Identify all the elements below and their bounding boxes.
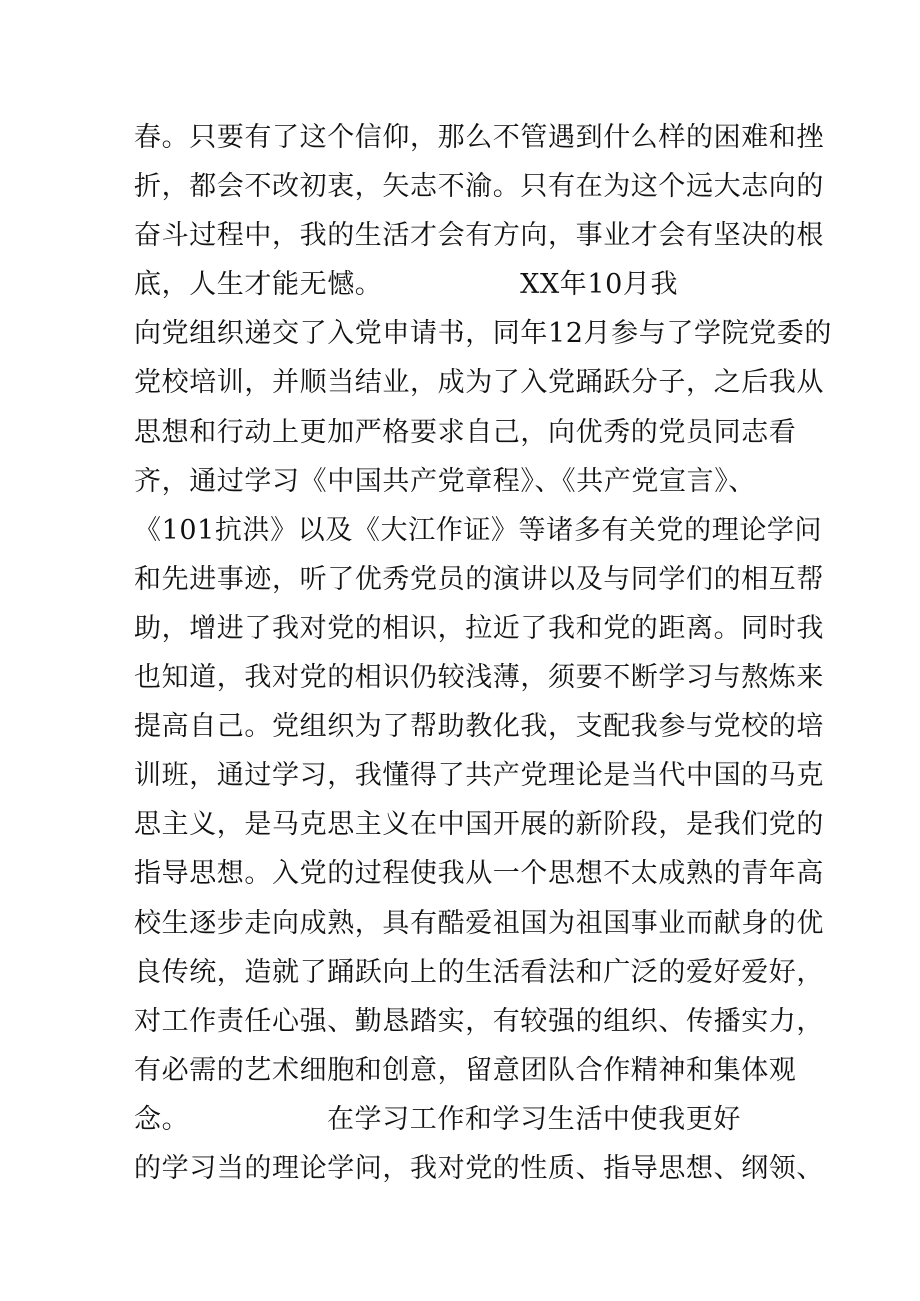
body-text <box>134 113 832 1193</box>
text-line: 也知道，我对党的相识仍较浅薄，须要不断学习与熬炼来 <box>134 662 824 694</box>
text-line: 念。 在学习工作和学习生活中使我更好 <box>134 1103 741 1135</box>
text-line: 有必需的艺术细胞和创意，留意团队合作精神和集体观 <box>134 1054 797 1086</box>
text-line: 奋斗过程中，我的生活才会有方向，事业才会有坚决的根 <box>134 220 824 252</box>
text-line: 和先进事迹，听了优秀党员的演讲以及与同学们的相互帮 <box>134 563 824 595</box>
text-line: 对工作责任心强、勤恳踏实，有较强的组织、传播实力， <box>134 1005 824 1037</box>
text-line: 底，人生才能无憾。 XX年10月我 <box>134 269 679 301</box>
text-line: 思主义，是马克思主义在中国开展的新阶段，是我们党的 <box>134 809 824 841</box>
text-line: 齐，通过学习《中国共产党章程》、《共产党宣言》、 <box>134 465 756 497</box>
text-line: 思想和行动上更加严格要求自己，向优秀的党员同志看 <box>134 416 797 448</box>
text-line: 校生逐步走向成熟，具有酷爱祖国为祖国事业而献身的优 <box>134 907 824 939</box>
text-line: 折，都会不改初衷，矢志不渝。只有在为这个远大志向的 <box>134 171 824 203</box>
text-line: 党校培训，并顺当结业，成为了入党踊跃分子，之后我从 <box>134 367 824 399</box>
text-line: 良传统，造就了踊跃向上的生活看法和广泛的爱好爱好， <box>134 956 824 988</box>
text-line: 《101抗洪》以及《大江作证》等诸多有关党的理论学问 <box>134 514 823 546</box>
text-line: 春。只要有了这个信仰，那么不管遇到什么样的困难和挫 <box>134 122 824 153</box>
text-line: 的学习当的理论学问，我对党的性质、指导思想、纲领、 <box>134 1152 824 1184</box>
text-line: 训班，通过学习，我懂得了共产党理论是当代中国的马克 <box>134 760 824 792</box>
text-line: 助，增进了我对党的相识，拉近了我和党的距离。同时我 <box>134 612 824 644</box>
text-line: 向党组织递交了入党申请书，同年12月参与了学院党委的 <box>134 318 832 350</box>
text-line: 提高自己。党组织为了帮助教化我，支配我参与党校的培 <box>134 711 824 743</box>
text-line: 指导思想。入党的过程使我从一个思想不太成熟的青年高 <box>134 858 824 890</box>
